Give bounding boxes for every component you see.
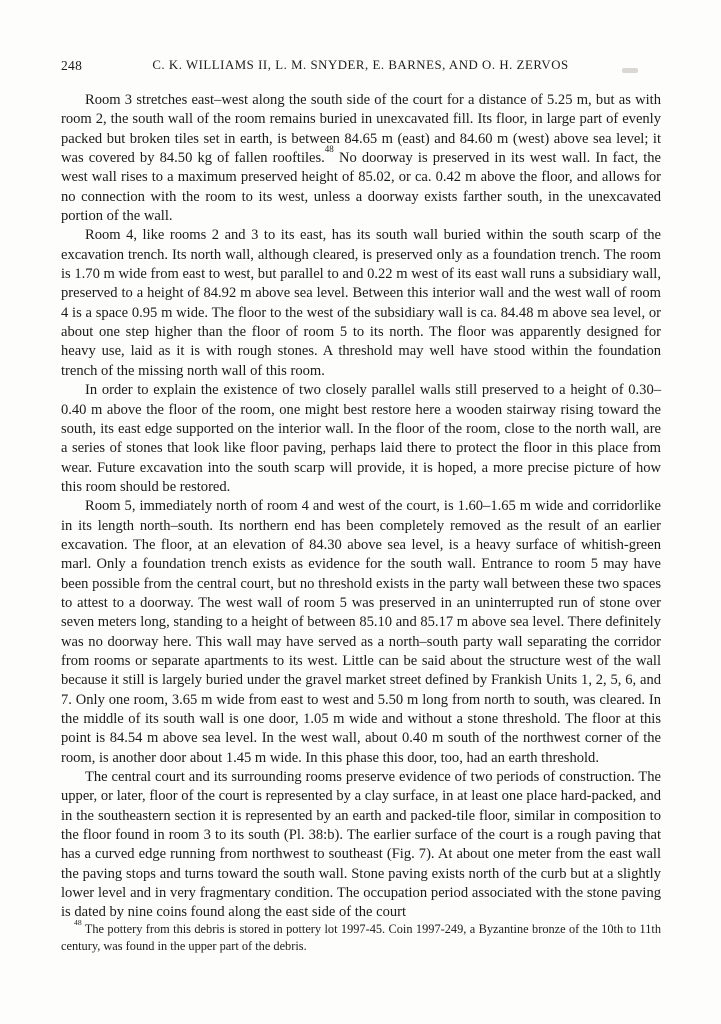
paragraph-room-4: Room 4, like rooms 2 and 3 to its east, has its south wall buried within the south scarp of the excavation trench. Its north wall, although cleared, is preserved only as a foundation trench. The room is 1.70 m wide from east to west, but parallel to and 0.22 m west of its east wall runs a subsidiary wall, preserved to a height of 84.92 m above sea level. Between this interior wall and the west wall of room 4 is a space 0.95 m wide. The floor to the west of the subsidiary wall is ca. 84.48 m above sea level, or about one step higher than the floor of room 5 to its north. The floor was apparently designed for heavy use, laid as it is with rough stones. A threshold may well have stood within the foundation trench of the missing north wall of this room. bbox=[61, 227, 661, 379]
scan-artifact bbox=[622, 68, 638, 73]
running-head-authors: C. K. WILLIAMS II, L. M. SNYDER, E. BARNES, AND O. H. ZERVOS bbox=[152, 58, 569, 72]
footnote-48-reference: 48 bbox=[324, 144, 334, 155]
footnote-48-marker: 48 bbox=[74, 917, 82, 927]
paragraph-room-3-text-post: No doorway is preserved in its west wall. In fact, the west wall rises to a maximum preserved height of 85.02, or ca. 0.42 m above the floor, and allows for no connection with the room to its west, unless a doorway exists farther south, in the unexcavated portion of the wall. bbox=[61, 150, 661, 225]
paragraph-room-3 bbox=[61, 91, 661, 226]
footnote-48 bbox=[61, 917, 661, 954]
paragraph-room-5: Room 5, immediately north of room 4 and west of the court, is 1.60–1.65 m wide and corridorlike in its length north–south. Its northern end has been completely removed as the result of an earlier excavation. The floor, at an elevation of 84.30 above sea level, is a heavy surface of whitish-green marl. Only a foundation trench exists as evidence for the south wall. Entrance to room 5 may have been possible from the central court, but no threshold exists in the party wall between these two spaces to attest to a doorway. The west wall of room 5 was preserved in an uninterrupted run of stone over seven meters long, standing to a height of between 85.10 and 85.17 m above sea level. There definitely was no doorway here. This wall may have served as a north–south party wall separating the corridor from rooms or separate apartments to its west. Little can be said about the structure west of the wall because it still is largely buried under the gravel market street defined by Frankish Units 1, 2, 5, 6, and 7. Only one room, 3.65 m wide from east to west and 5.50 m long from north to south, was cleared. In the middle of its south wall is one door, 1.05 m wide and without a stone threshold. The floor at this point is 84.54 m above sea level. In the west wall, about 0.40 m south of the northwest corner of the room, is another door about 1.45 m wide. In this phase this door, too, had an earth threshold. bbox=[61, 498, 661, 766]
paragraph-room-3-text-pre: Room 3 stretches east–west along the south side of the court for a distance of 5.25 m, but as with room 2, the south wall of the room remains buried in unexcavated fill. Its floor, in large part of evenly packed but broken tiles set in earth, is between 84.65 m (east) and 84.60 m (west) above sea level; it was covered by 84.50 kg of fallen rooftiles. bbox=[61, 92, 661, 167]
running-header bbox=[61, 58, 660, 76]
body-text bbox=[61, 91, 661, 923]
footnote-48-text: The pottery from this debris is stored in pottery lot 1997-45. Coin 1997-249, a Byzantine bronze of the 10th to 11th century, was found in the upper part of the debris. bbox=[61, 922, 661, 953]
paragraph-central-court: The central court and its surrounding rooms preserve evidence of two periods of construction. The upper, or later, floor of the court is represented by a clay surface, in at least one place hard-packed, and in the southeastern section it is represented by an earth and packed-tile floor, similar in composition to the floor found in room 3 to its south (Pl. 38:b). The earlier surface of the court is a rough paving that has a curved edge running from northwest to southeast (Fig. 7). At about one meter from the east wall the paving stops and turns toward the south wall. Stone paving exists north of the curb but at a slightly lower level and in very fragmentary condition. The occupation period associated with the stone paving is dated by nine coins found along the east side of the court bbox=[61, 769, 661, 921]
page-number: 248 bbox=[61, 58, 83, 73]
paragraph-parallel-walls: In order to explain the existence of two closely parallel walls still preserved to a height of 0.30–0.40 m above the floor of the room, one might best restore here a wooden stairway rising toward the south, its east edge supported on the interior wall. In the floor of the room, close to the north wall, are a series of stones that look like floor paving, perhaps laid there to protect the floor in this place from wear. Future excavation into the south scarp will provide, it is hoped, a more precise picture of how this room should be restored. bbox=[61, 382, 661, 495]
